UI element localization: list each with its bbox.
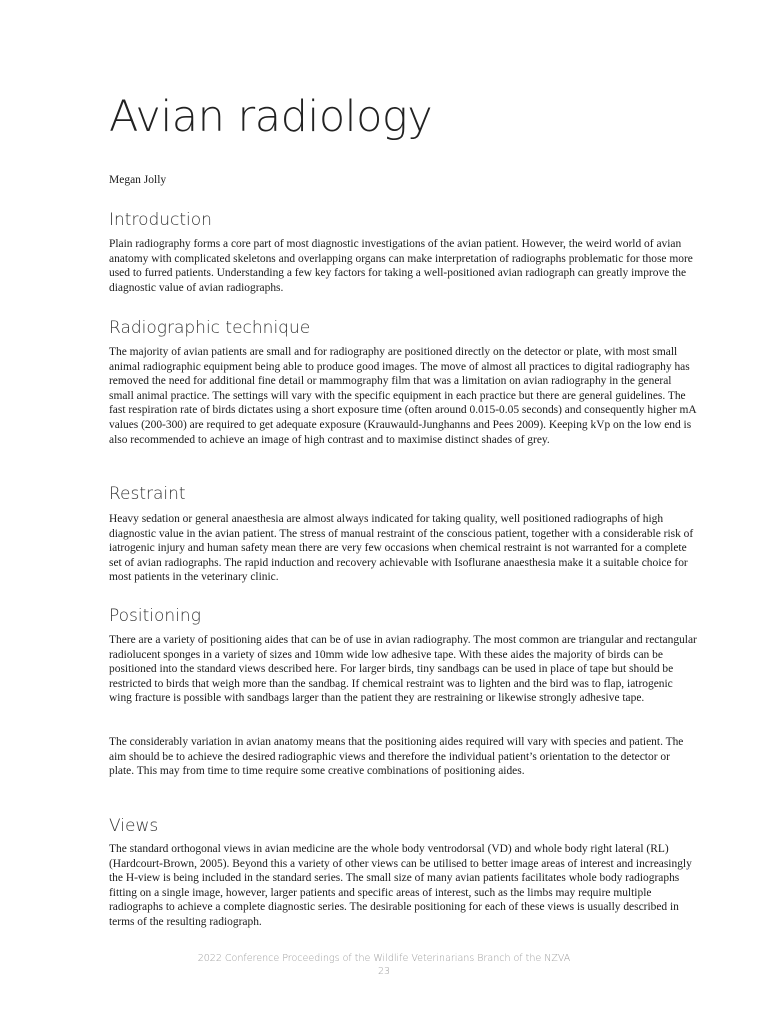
paragraph-restraint: Heavy sedation or general anaesthesia are almost always indicated for taking quality, well positioned radiographs of high diagnostic value in the avian patient. The stress of manual restraint of the conscious patient, together with a considerable risk of iatrogenic injury and human safety mean there are very few occasions when chemical restraint is not warranted for a complete set of avian radiographs. The rapid induction and recovery achievable with Isoflurane anaesthesia make it a suitable choice for most patients in the veterinary clinic. xyxy=(109,513,694,584)
document-title: Avian radiology xyxy=(109,92,433,142)
paragraph-radiographic-technique: The majority of avian patients are small and for radiography are positioned directly on the detector or plate, with most small animal radiographic equipment being able to produce good images. The move of almost all practices to digital radiography has removed the need for additional fine detail or mammography film that was a limitation on avian radiography in the general small animal practice. The settings will vary with the specific equipment in each practice but there are general guidelines. The fast respiration rate of birds dictates using a short exposure time (often around 0.015-0.05 seconds) and consequently higher mA values (200-300) are required to get adequate exposure (Krauwauld-Junghanns and Pees 2009). Keeping kVp on the low end is also recommended to achieve an image of high contrast and to maximise distinct shades of grey. xyxy=(109,346,696,446)
paragraph-positioning-2: The considerably variation in avian anatomy means that the positioning aides required will vary with species and patient. The aim should be to achieve the desired radiographic views and therefore the individual patient’s orientation to the detector or plate. This may from time to time require some creative combinations of positioning aides. xyxy=(109,736,684,778)
paragraph-introduction: Plain radiography forms a core part of most diagnostic investigations of the avian patient. However, the weird world of avian anatomy with complicated skeletons and overlapping organs can make interpretation of radiographs problematic for those more used to furred patients. Understanding a few key factors for taking a well-positioned avian radiograph can greatly improve the diagnostic value of avian radiographs. xyxy=(109,238,693,294)
heading-radiographic-technique: Radiographic technique xyxy=(109,318,311,338)
heading-views: Views xyxy=(109,816,159,836)
author-name: Megan Jolly xyxy=(109,174,167,186)
footer-page-number: 23 xyxy=(377,966,391,977)
heading-restraint: Restraint xyxy=(109,484,186,504)
paragraph-positioning-1: There are a variety of positioning aides that can be of use in avian radiography. The most common are triangular and rectangular radiolucent sponges in a variety of sizes and 10mm wide low adhesive tape. With these aides the majority of birds can be positioned into the standard views described here. For larger birds, tiny sandbags can be used in place of tape but should be restricted to birds that weigh more than the sandbag. If chemical restraint was to lighten and the bird was to flap, iatrogenic wing fracture is possible with sandbags larger than the patient they are restraining or likewise strongly adhesive tape. xyxy=(109,634,697,705)
footer-proceedings: 2022 Conference Proceedings of the Wildlife Veterinarians Branch of the NZVA xyxy=(197,953,571,964)
paragraph-views: The standard orthogonal views in avian medicine are the whole body ventrodorsal (VD) and whole body right lateral (RL) (Hardcourt-Brown, 2005). Beyond this a variety of other views can be utilised to better image areas of interest and increasingly the H-view is being included in the standard series. The small size of many avian patients facilitates whole body radiographs fitting on a single image, however, larger patients and specific areas of interest, such as the limbs may require multiple radiographs to achieve a complete diagnostic series. The desirable positioning for each of these views is usually described in terms of the resulting radiograph. xyxy=(109,843,692,928)
heading-introduction: Introduction xyxy=(109,210,212,230)
heading-positioning: Positioning xyxy=(109,606,201,626)
